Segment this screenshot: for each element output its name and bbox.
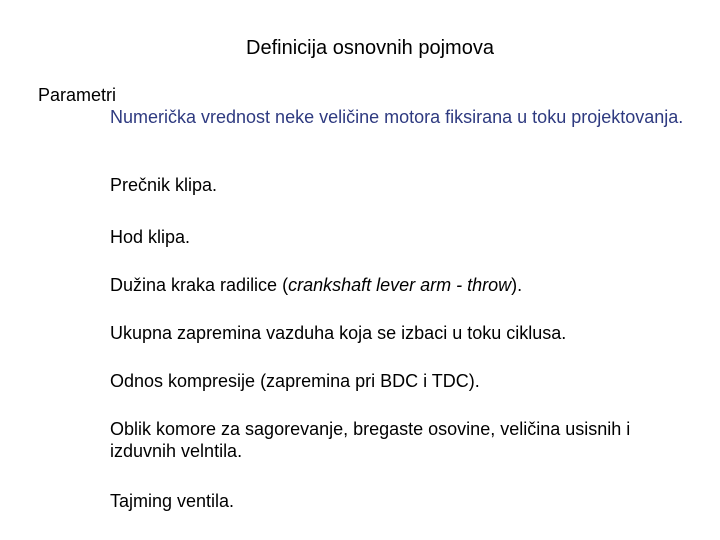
page-title: Definicija osnovnih pojmova [246,37,494,59]
crank-arm-suffix: ). [511,275,523,295]
section-label: Parametri [38,85,117,105]
definition-text: Numerička vrednost neke veličine motora fiksirana u toku projektovanja. [110,107,684,127]
list-item-displacement: Ukupna zapremina vazduha koja se izbaci u toku ciklusa. [110,323,567,343]
list-item-valve-timing: Tajming ventila. [110,491,235,511]
list-item-compression-ratio: Odnos kompresije (zapremina pri BDC i TDC). [110,371,480,391]
list-item-crank-arm [110,274,690,296]
crank-arm-prefix: Dužina kraka radilice ( [110,275,289,295]
crank-arm-italic: crankshaft lever arm - throw [288,275,512,295]
list-item-chamber-shape: Oblik komore za sagorevanje, bregaste osovine, veličina usisnih i izduvnih velntila. [110,419,631,461]
list-item-piston-diameter: Prečnik klipa. [110,175,218,195]
list-item-piston-stroke: Hod klipa. [110,227,191,247]
